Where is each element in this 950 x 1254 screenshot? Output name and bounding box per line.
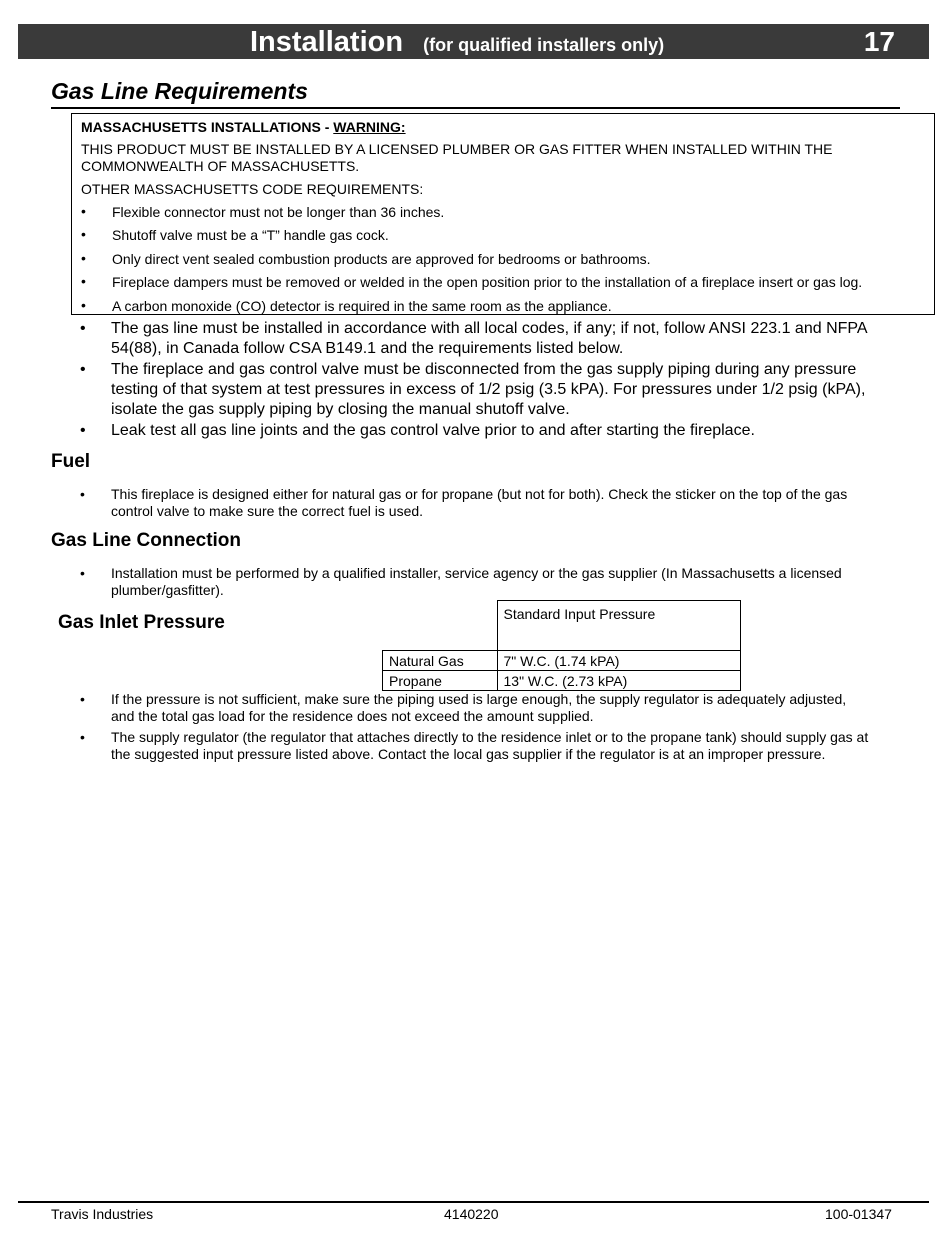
warning-text: THIS PRODUCT MUST BE INSTALLED BY A LICENSED PLUMBER OR GAS FITTER WHEN INSTALLED WITHIN THE COMMONWEALTH OF MASSACHUSETTS. [81, 141, 833, 174]
list-item-text: The fireplace and gas control valve must be disconnected from the gas supply piping during any pressure testing of that system at test pressures in excess of 1/2 psig (3.5 kPA). For pressures under 1/2 psig (kPA), isolate the gas supply piping by closing the manual shutoff valve. [111, 361, 866, 418]
table-row [383, 671, 741, 691]
massachusetts-warning-box [71, 113, 935, 315]
table-fuel-cell: Natural Gas [383, 651, 498, 671]
list-item-text: If the pressure is not sufficient, make sure the piping used is large enough, the supply regulator is adequately adjusted, and the total gas load for the residence does not exceed the amount supplied. [111, 691, 847, 724]
warning-heading-label: WARNING: [333, 119, 406, 135]
other-requirements-heading: OTHER MASSACHUSETTS CODE REQUIREMENTS: [81, 181, 424, 197]
bullet-icon: • [81, 297, 86, 313]
gas-line-connection-heading: Gas Line Connection [51, 530, 242, 551]
section-title: Gas Line Requirements [51, 78, 308, 104]
warning-bullet-text: Only direct vent sealed combustion products are approved for bedrooms or bathrooms. [112, 251, 651, 267]
table-corner-cell [383, 601, 498, 651]
bullet-icon: • [80, 361, 86, 378]
bullet-icon: • [81, 226, 86, 242]
inlet-pressure-table [382, 600, 741, 691]
warning-bullet-text: Shutoff valve must be a “T” handle gas cock. [112, 227, 389, 243]
list-item-text: Installation must be performed by a qualified installer, service agency or the gas supplier (In Massachusetts a licensed plumber/gasfitter). [111, 565, 842, 598]
bullet-icon: • [80, 320, 86, 337]
table-pressure-cell: 7" W.C. (1.74 kPA) [497, 651, 740, 671]
header-title-text: Installation [250, 26, 404, 58]
footer-rule [18, 1201, 929, 1203]
table-column-header: Standard Input Pressure [497, 601, 740, 651]
table-header-row [383, 601, 741, 651]
list-item-text: The supply regulator (the regulator that attaches directly to the residence inlet or to the propane tank) should supply gas at the suggested input pressure listed above. Contact the local gas supplier if the regulator is at an improper pressure. [111, 729, 869, 762]
warning-bullet-text: Flexible connector must not be longer than 36 inches. [112, 204, 445, 220]
list-item-text: Leak test all gas line joints and the gas control valve prior to and after starting the fireplace. [111, 422, 755, 439]
table-fuel-cell: Propane [383, 671, 498, 691]
warning-bullet-text: A carbon monoxide (CO) detector is required in the same room as the appliance. [112, 298, 612, 314]
warning-bullet-text: Fireplace dampers must be removed or welded in the open position prior to the installation of a fireplace insert or gas log. [112, 274, 863, 290]
section-title-rule [51, 107, 900, 109]
page-header-bar [18, 24, 929, 59]
page-number: 17 [863, 26, 895, 57]
warning-heading [81, 119, 406, 135]
bullet-icon: • [80, 729, 85, 745]
gas-inlet-pressure-heading: Gas Inlet Pressure [58, 612, 225, 633]
list-item-text: The gas line must be installed in accordance with all local codes, if any; if not, follow ANSI 223.1 and NFPA 54(88), in Canada follow CSA B149.1 and the requirements listed below. [111, 320, 867, 357]
bullet-icon: • [81, 250, 86, 266]
header-title [250, 24, 664, 63]
bullet-icon: • [80, 422, 86, 439]
footer-company: Travis Industries [51, 1206, 154, 1222]
table-pressure-cell: 13" W.C. (2.73 kPA) [497, 671, 740, 691]
warning-heading-prefix: MASSACHUSETTS INSTALLATIONS - [81, 119, 334, 135]
bullet-icon: • [80, 565, 85, 581]
bullet-icon: • [80, 486, 85, 502]
bullet-icon: • [80, 691, 85, 707]
bullet-icon: • [81, 273, 86, 289]
bullet-icon: • [81, 203, 86, 219]
table-row [383, 651, 741, 671]
footer-part-number: 100-01347 [825, 1206, 892, 1222]
fuel-heading: Fuel [51, 451, 91, 472]
list-item-text: This fireplace is designed either for natural gas or for propane (but not for both). Check the sticker on the top of the gas control valve to make sure the correct fuel is used. [111, 486, 848, 519]
header-subtitle: (for qualified installers only) [423, 35, 665, 55]
footer-document-number: 4140220 [444, 1206, 499, 1222]
